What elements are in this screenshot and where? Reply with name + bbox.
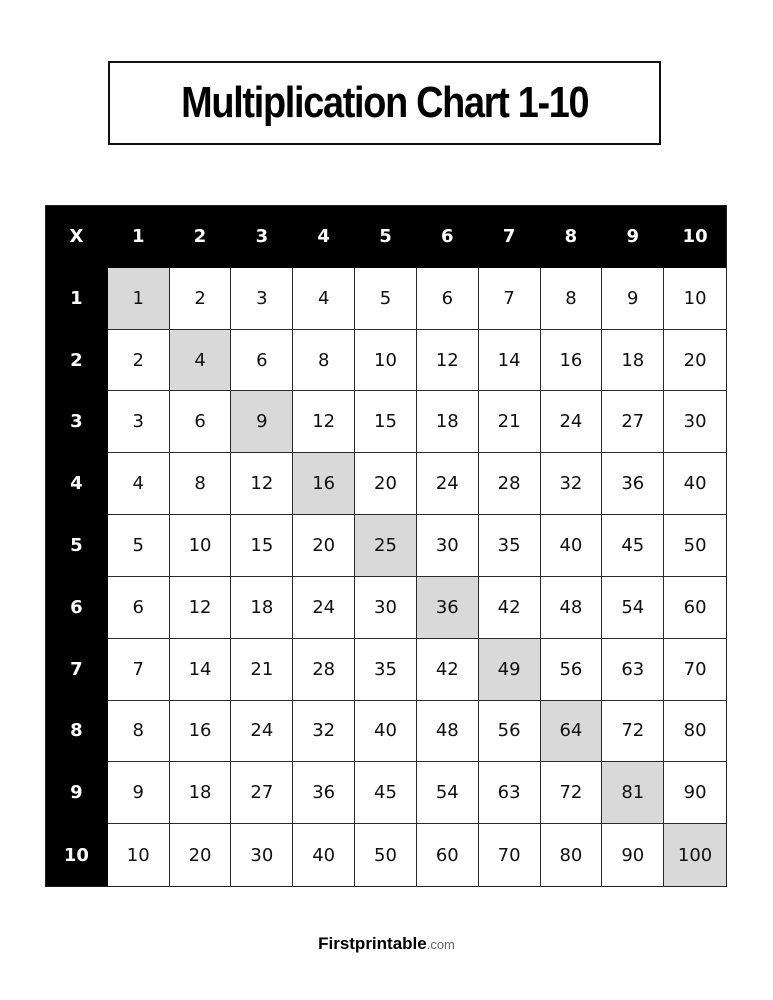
product-cell: 12 — [417, 330, 479, 392]
row-header: 8 — [46, 701, 108, 763]
column-header: 2 — [170, 206, 232, 268]
column-header: 7 — [479, 206, 541, 268]
product-cell: 6 — [108, 577, 170, 639]
product-cell: 40 — [664, 453, 726, 515]
product-cell: 40 — [355, 701, 417, 763]
product-cell: 21 — [231, 639, 293, 701]
column-header: 6 — [417, 206, 479, 268]
column-header: 5 — [355, 206, 417, 268]
multiplication-table — [45, 205, 727, 887]
square-cell: 100 — [664, 824, 726, 886]
product-cell: 15 — [231, 515, 293, 577]
column-header: 9 — [602, 206, 664, 268]
product-cell: 2 — [170, 268, 232, 330]
product-cell: 32 — [541, 453, 603, 515]
product-cell: 8 — [541, 268, 603, 330]
product-cell: 24 — [417, 453, 479, 515]
product-cell: 60 — [664, 577, 726, 639]
product-cell: 9 — [602, 268, 664, 330]
product-cell: 5 — [108, 515, 170, 577]
product-cell: 12 — [170, 577, 232, 639]
footer — [0, 934, 773, 954]
product-cell: 18 — [417, 391, 479, 453]
product-cell: 72 — [541, 762, 603, 824]
product-cell: 63 — [602, 639, 664, 701]
product-cell: 80 — [541, 824, 603, 886]
corner-label: X — [46, 206, 108, 268]
product-cell: 2 — [108, 330, 170, 392]
row-header: 7 — [46, 639, 108, 701]
square-cell: 1 — [108, 268, 170, 330]
product-cell: 18 — [231, 577, 293, 639]
product-cell: 45 — [602, 515, 664, 577]
row-header: 4 — [46, 453, 108, 515]
square-cell: 9 — [231, 391, 293, 453]
product-cell: 42 — [479, 577, 541, 639]
product-cell: 4 — [108, 453, 170, 515]
product-cell: 6 — [231, 330, 293, 392]
product-cell: 72 — [602, 701, 664, 763]
product-cell: 36 — [293, 762, 355, 824]
square-cell: 81 — [602, 762, 664, 824]
product-cell: 27 — [231, 762, 293, 824]
row-header: 2 — [46, 330, 108, 392]
row-header: 5 — [46, 515, 108, 577]
product-cell: 50 — [664, 515, 726, 577]
product-cell: 8 — [293, 330, 355, 392]
product-cell: 36 — [602, 453, 664, 515]
product-cell: 32 — [293, 701, 355, 763]
product-cell: 90 — [664, 762, 726, 824]
product-cell: 8 — [170, 453, 232, 515]
product-cell: 10 — [355, 330, 417, 392]
product-cell: 3 — [231, 268, 293, 330]
row-header: 6 — [46, 577, 108, 639]
product-cell: 6 — [170, 391, 232, 453]
column-header: 3 — [231, 206, 293, 268]
square-cell: 16 — [293, 453, 355, 515]
product-cell: 28 — [479, 453, 541, 515]
product-cell: 20 — [664, 330, 726, 392]
column-header: 10 — [664, 206, 726, 268]
product-cell: 30 — [231, 824, 293, 886]
product-cell: 12 — [293, 391, 355, 453]
product-cell: 54 — [417, 762, 479, 824]
product-cell: 20 — [355, 453, 417, 515]
product-cell: 48 — [541, 577, 603, 639]
product-cell: 35 — [355, 639, 417, 701]
product-cell: 50 — [355, 824, 417, 886]
product-cell: 90 — [602, 824, 664, 886]
product-cell: 18 — [170, 762, 232, 824]
product-cell: 18 — [602, 330, 664, 392]
product-cell: 30 — [664, 391, 726, 453]
product-cell: 16 — [541, 330, 603, 392]
product-cell: 5 — [355, 268, 417, 330]
product-cell: 60 — [417, 824, 479, 886]
product-cell: 12 — [231, 453, 293, 515]
product-cell: 28 — [293, 639, 355, 701]
product-cell: 40 — [541, 515, 603, 577]
product-cell: 45 — [355, 762, 417, 824]
square-cell: 4 — [170, 330, 232, 392]
footer-brand: Firstprintable — [318, 934, 427, 953]
product-cell: 54 — [602, 577, 664, 639]
product-cell: 10 — [108, 824, 170, 886]
product-cell: 3 — [108, 391, 170, 453]
title-box — [108, 61, 661, 145]
product-cell: 14 — [170, 639, 232, 701]
product-cell: 30 — [417, 515, 479, 577]
product-cell: 35 — [479, 515, 541, 577]
product-cell: 20 — [170, 824, 232, 886]
product-cell: 24 — [541, 391, 603, 453]
product-cell: 7 — [108, 639, 170, 701]
product-cell: 30 — [355, 577, 417, 639]
product-cell: 27 — [602, 391, 664, 453]
row-header: 1 — [46, 268, 108, 330]
product-cell: 15 — [355, 391, 417, 453]
column-header: 4 — [293, 206, 355, 268]
square-cell: 25 — [355, 515, 417, 577]
page-title: Multiplication Chart 1-10 — [180, 78, 589, 127]
square-cell: 64 — [541, 701, 603, 763]
product-cell: 10 — [664, 268, 726, 330]
product-cell: 6 — [417, 268, 479, 330]
product-cell: 21 — [479, 391, 541, 453]
product-cell: 63 — [479, 762, 541, 824]
square-cell: 36 — [417, 577, 479, 639]
product-cell: 40 — [293, 824, 355, 886]
product-cell: 80 — [664, 701, 726, 763]
product-cell: 24 — [293, 577, 355, 639]
product-cell: 14 — [479, 330, 541, 392]
product-cell: 70 — [664, 639, 726, 701]
product-cell: 24 — [231, 701, 293, 763]
product-cell: 70 — [479, 824, 541, 886]
product-cell: 20 — [293, 515, 355, 577]
product-cell: 10 — [170, 515, 232, 577]
row-header: 3 — [46, 391, 108, 453]
column-header: 1 — [108, 206, 170, 268]
product-cell: 56 — [479, 701, 541, 763]
footer-tld: .com — [426, 937, 455, 952]
product-cell: 4 — [293, 268, 355, 330]
square-cell: 49 — [479, 639, 541, 701]
product-cell: 8 — [108, 701, 170, 763]
product-cell: 56 — [541, 639, 603, 701]
column-header: 8 — [541, 206, 603, 268]
product-cell: 42 — [417, 639, 479, 701]
product-cell: 9 — [108, 762, 170, 824]
row-header: 10 — [46, 824, 108, 886]
row-header: 9 — [46, 762, 108, 824]
product-cell: 16 — [170, 701, 232, 763]
product-cell: 7 — [479, 268, 541, 330]
product-cell: 48 — [417, 701, 479, 763]
